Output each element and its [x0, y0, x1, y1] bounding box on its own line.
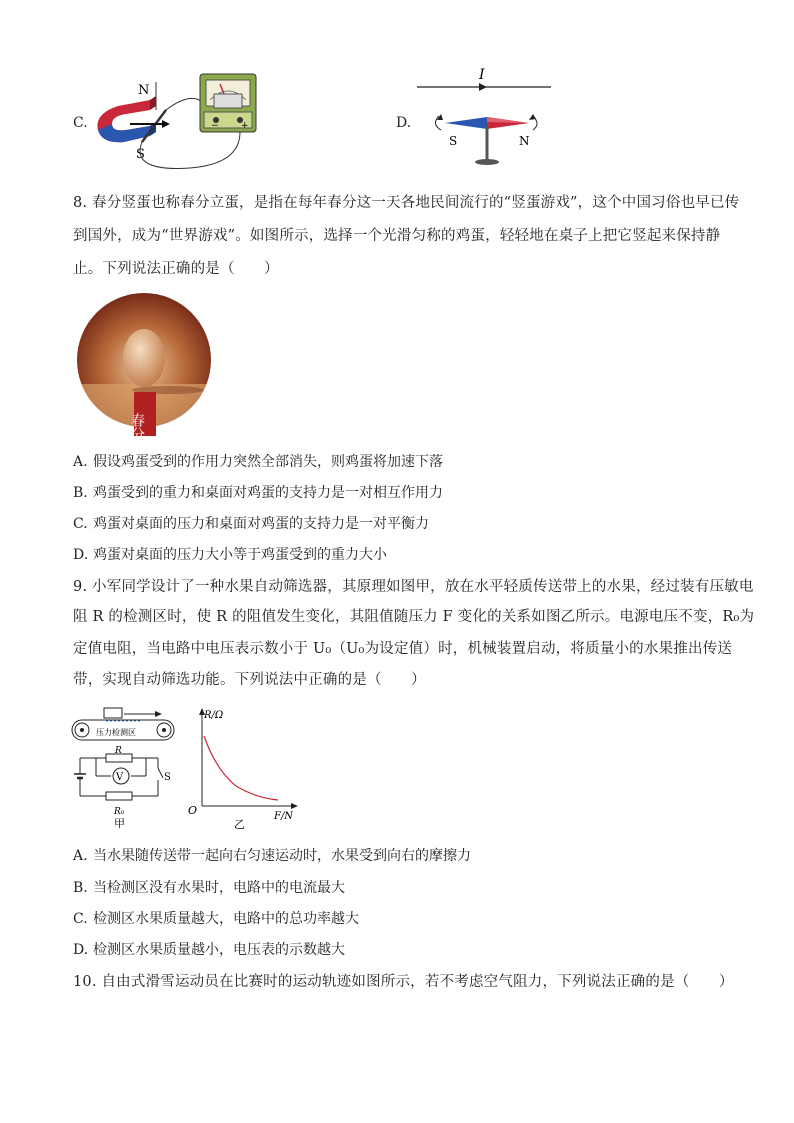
q10-line-1: 10. 自由式滑雪运动员在比赛时的运动轨迹如图所示，若不考虑空气阻力，下列说法正确的是（ ） [73, 974, 734, 990]
egg-photo [76, 292, 212, 442]
q9-choice-a[interactable]: A. 当水果随传送带一起向右匀速运动时，水果受到向右的摩擦力 [73, 848, 471, 864]
meter-plus: + [241, 121, 249, 131]
compass-needle-icon [445, 117, 529, 165]
r0-label: R₀ [114, 807, 125, 817]
q9-choice-d[interactable]: D. 检测区水果质量越小，电压表的示数越大 [73, 942, 345, 958]
q8-line-3: 止。下列说法正确的是（ ） [73, 261, 279, 277]
fig-yi-graph [184, 706, 302, 836]
egg-icon [123, 329, 165, 387]
c-s-label: S [136, 147, 145, 162]
r-label: R [115, 746, 122, 756]
yi-origin: O [188, 804, 198, 817]
option-d-label: D. [396, 115, 412, 131]
d-s-label: S [449, 134, 458, 148]
meter-minus: − [211, 121, 219, 131]
q9-line-3: 定值电阻，当电路中电压表示数小于 U₀（U₀为设定值）时，机械装置启动，将质量小的水果推出传送 [73, 641, 733, 657]
q9-line-2: 阻 R 的检测区时，使 R 的阻值发生变化，其阻值随压力 F 变化的关系如图乙所示。电源电压不变，R₀为 [73, 609, 755, 625]
svg-text:春分: 春分 [129, 413, 145, 441]
option-c-figure [90, 72, 280, 182]
c-n-label: N [138, 83, 150, 98]
q8-choice-d[interactable]: D. 鸡蛋对桌面的压力大小等于鸡蛋受到的重力大小 [73, 547, 387, 563]
r-f-curve [204, 736, 278, 800]
yi-x-label: F/N [274, 811, 294, 822]
v-label: V [116, 772, 124, 783]
q8-choice-b[interactable]: B. 鸡蛋受到的重力和桌面对鸡蛋的支持力是一对相互作用力 [73, 485, 443, 501]
q8-line-2: 到国外，成为“世界游戏”。如图所示，选择一个光滑匀称的鸡蛋，轻轻地在桌子上把它竖起来保持静 [73, 228, 721, 244]
zone-label: 压力检测区 [96, 728, 136, 737]
q9-line-1: 9. 小军同学设计了一种水果自动筛选器，其原理如图甲，放在水平轻质传送带上的水果，经过装有压敏电 [73, 579, 754, 595]
conveyor-belt-icon [72, 708, 174, 740]
d-n-label: N [519, 134, 530, 148]
option-d-figure [415, 66, 555, 176]
q8-choice-c[interactable]: C. 鸡蛋对桌面的压力和桌面对鸡蛋的支持力是一对平衡力 [73, 516, 429, 532]
q9-choice-b[interactable]: B. 当检测区没有水果时，电路中的电流最大 [73, 880, 345, 896]
q8-choice-a[interactable]: A. 假设鸡蛋受到的作用力突然全部消失，则鸡蛋将加速下落 [73, 454, 443, 470]
yi-caption: 乙 [234, 818, 245, 831]
galvanometer-icon [200, 74, 256, 132]
q8-line-1: 8. 春分竖蛋也称春分立蛋，是指在每年春分这一天各地民间流行的“竖蛋游戏”，这个中国习俗也早已传 [73, 195, 740, 211]
d-current-label: I [479, 67, 485, 83]
jia-caption: 甲 [114, 817, 125, 830]
q9-line-4: 带，实现自动筛选功能。下列说法中正确的是（ ） [73, 672, 426, 688]
s-label: S [164, 772, 171, 783]
yi-y-label: R/Ω [204, 710, 224, 721]
q9-choice-c[interactable]: C. 检测区水果质量越大，电路中的总功率越大 [73, 911, 359, 927]
option-c-label: C. [73, 115, 88, 131]
fig-jia-circuit [66, 706, 186, 832]
